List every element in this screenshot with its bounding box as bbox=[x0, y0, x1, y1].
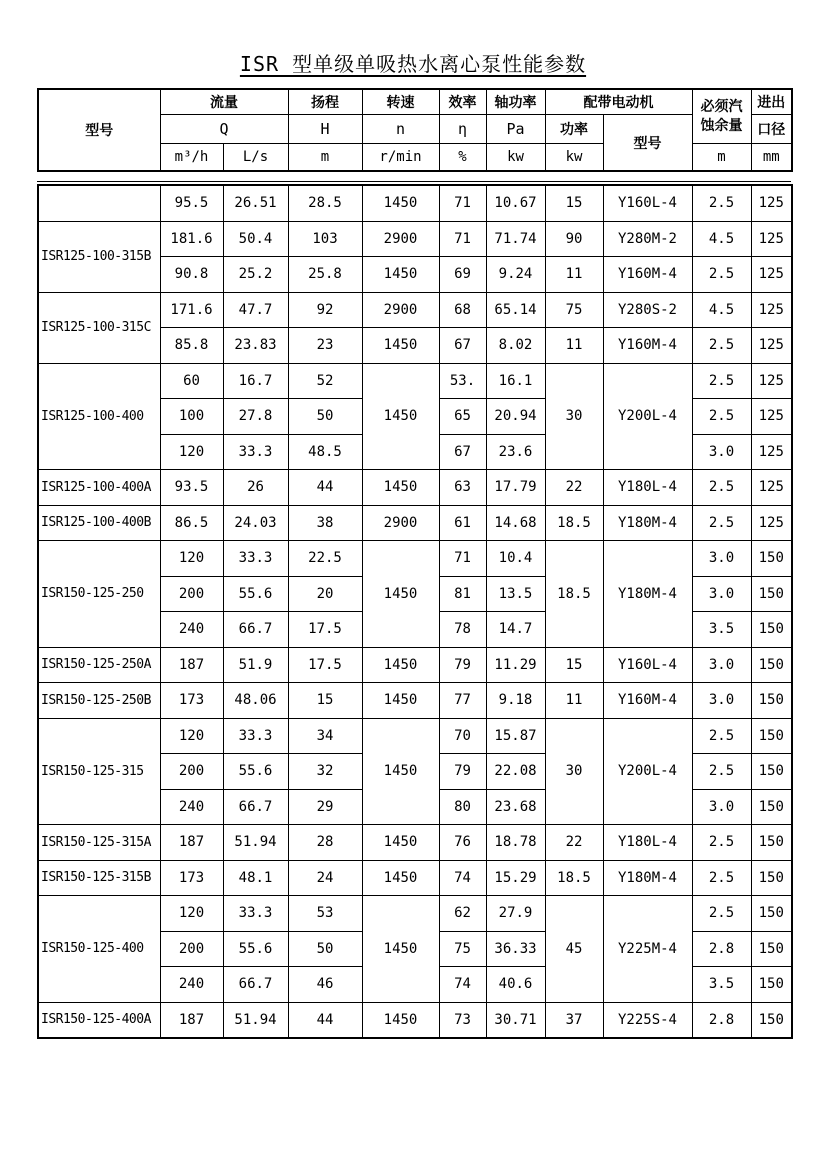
data-cell: 150 bbox=[751, 683, 792, 719]
model-cell: ISR125-100-400A bbox=[38, 470, 160, 506]
data-cell: 15 bbox=[545, 185, 603, 221]
header-motor-model: 型号 bbox=[603, 115, 692, 172]
data-cell: 3.0 bbox=[692, 789, 751, 825]
data-cell: 71.74 bbox=[486, 221, 545, 257]
data-cell: 53. bbox=[439, 363, 486, 399]
data-cell: 150 bbox=[751, 612, 792, 648]
header-head: 扬程 bbox=[288, 89, 362, 115]
data-cell: 29 bbox=[288, 789, 362, 825]
data-cell: 200 bbox=[160, 931, 223, 967]
data-cell: 240 bbox=[160, 967, 223, 1003]
header-speed-symbol: n bbox=[362, 115, 439, 144]
data-cell: 173 bbox=[160, 860, 223, 896]
data-cell: 1450 bbox=[362, 647, 439, 683]
data-cell: 125 bbox=[751, 363, 792, 399]
model-cell: ISR150-125-315A bbox=[38, 825, 160, 861]
data-cell: 125 bbox=[751, 221, 792, 257]
data-cell: 2.5 bbox=[692, 185, 751, 221]
data-cell: 40.6 bbox=[486, 967, 545, 1003]
data-cell: 51.9 bbox=[223, 647, 288, 683]
data-cell: 125 bbox=[751, 505, 792, 541]
data-cell: 53 bbox=[288, 896, 362, 932]
data-cell: 103 bbox=[288, 221, 362, 257]
data-cell: 92 bbox=[288, 292, 362, 328]
model-cell: ISR125-100-400 bbox=[38, 363, 160, 470]
data-cell: 52 bbox=[288, 363, 362, 399]
model-cell bbox=[38, 185, 160, 221]
data-cell: 90.8 bbox=[160, 257, 223, 293]
data-cell: 1450 bbox=[362, 825, 439, 861]
data-cell: 3.5 bbox=[692, 967, 751, 1003]
header-body-gap bbox=[37, 172, 791, 181]
data-cell: 33.3 bbox=[223, 434, 288, 470]
data-cell: 75 bbox=[439, 931, 486, 967]
data-cell: 23.6 bbox=[486, 434, 545, 470]
data-cell: 2.5 bbox=[692, 328, 751, 364]
header-efficiency-unit: % bbox=[439, 144, 486, 172]
data-cell: 125 bbox=[751, 257, 792, 293]
data-cell: 240 bbox=[160, 789, 223, 825]
data-cell: 68 bbox=[439, 292, 486, 328]
table-row bbox=[38, 647, 792, 683]
data-cell: 22 bbox=[545, 470, 603, 506]
data-cell: 1450 bbox=[362, 257, 439, 293]
header-model: 型号 bbox=[38, 89, 160, 171]
data-cell: 9.24 bbox=[486, 257, 545, 293]
data-cell: 15 bbox=[288, 683, 362, 719]
header-bore-line2: 口径 bbox=[751, 115, 792, 144]
data-cell: 125 bbox=[751, 470, 792, 506]
data-cell: 200 bbox=[160, 754, 223, 790]
data-cell: Y160M-4 bbox=[603, 683, 692, 719]
data-cell: 2.5 bbox=[692, 718, 751, 754]
data-cell: 3.0 bbox=[692, 576, 751, 612]
data-cell: 30 bbox=[545, 718, 603, 825]
data-cell: 15.29 bbox=[486, 860, 545, 896]
data-cell: 26 bbox=[223, 470, 288, 506]
header-motor-power: 功率 bbox=[545, 115, 603, 144]
data-cell: Y180L-4 bbox=[603, 825, 692, 861]
data-cell: 45 bbox=[545, 896, 603, 1003]
data-cell: 2900 bbox=[362, 505, 439, 541]
data-cell: 71 bbox=[439, 221, 486, 257]
model-cell: ISR125-100-400B bbox=[38, 505, 160, 541]
data-cell: 25.2 bbox=[223, 257, 288, 293]
data-cell: 66.7 bbox=[223, 612, 288, 648]
data-cell: 34 bbox=[288, 718, 362, 754]
data-cell: 63 bbox=[439, 470, 486, 506]
data-cell: 181.6 bbox=[160, 221, 223, 257]
data-cell: 2.5 bbox=[692, 363, 751, 399]
header-npsh bbox=[692, 89, 751, 144]
data-cell: 150 bbox=[751, 896, 792, 932]
data-cell: 3.5 bbox=[692, 612, 751, 648]
data-cell: 38 bbox=[288, 505, 362, 541]
header-motor-power-unit: kw bbox=[545, 144, 603, 172]
data-cell: 2900 bbox=[362, 221, 439, 257]
data-cell: 50.4 bbox=[223, 221, 288, 257]
data-cell: 15.87 bbox=[486, 718, 545, 754]
data-cell: 24.03 bbox=[223, 505, 288, 541]
data-cell: Y180M-4 bbox=[603, 505, 692, 541]
data-cell: 3.0 bbox=[692, 434, 751, 470]
data-cell: 125 bbox=[751, 185, 792, 221]
data-cell: 20.94 bbox=[486, 399, 545, 435]
data-cell: 75 bbox=[545, 292, 603, 328]
data-cell: 150 bbox=[751, 718, 792, 754]
data-cell: 150 bbox=[751, 860, 792, 896]
data-cell: 77 bbox=[439, 683, 486, 719]
header-npsh-line2: 蚀余量 bbox=[700, 117, 743, 134]
data-cell: 10.67 bbox=[486, 185, 545, 221]
data-cell: 16.7 bbox=[223, 363, 288, 399]
data-cell: Y160M-4 bbox=[603, 328, 692, 364]
data-cell: 120 bbox=[160, 541, 223, 577]
data-cell: 28 bbox=[288, 825, 362, 861]
data-cell: Y225M-4 bbox=[603, 896, 692, 1003]
data-cell: Y200L-4 bbox=[603, 363, 692, 470]
data-cell: 76 bbox=[439, 825, 486, 861]
data-cell: 27.9 bbox=[486, 896, 545, 932]
data-cell: 187 bbox=[160, 647, 223, 683]
header-flow-unit-ls: L/s bbox=[223, 144, 288, 172]
data-cell: 2900 bbox=[362, 292, 439, 328]
data-cell: 1450 bbox=[362, 860, 439, 896]
data-cell: 69 bbox=[439, 257, 486, 293]
data-cell: 66.7 bbox=[223, 789, 288, 825]
data-cell: 70 bbox=[439, 718, 486, 754]
data-cell: 4.5 bbox=[692, 292, 751, 328]
data-cell: Y180M-4 bbox=[603, 541, 692, 648]
header-head-symbol: H bbox=[288, 115, 362, 144]
data-cell: 1450 bbox=[362, 718, 439, 825]
data-cell: 11.29 bbox=[486, 647, 545, 683]
model-cell: ISR150-125-400A bbox=[38, 1002, 160, 1038]
data-cell: 67 bbox=[439, 434, 486, 470]
data-cell: 44 bbox=[288, 1002, 362, 1038]
data-cell: 240 bbox=[160, 612, 223, 648]
data-cell: 125 bbox=[751, 328, 792, 364]
data-cell: 9.18 bbox=[486, 683, 545, 719]
data-cell: 150 bbox=[751, 576, 792, 612]
data-cell: 2.5 bbox=[692, 470, 751, 506]
data-cell: 20 bbox=[288, 576, 362, 612]
pump-table-header bbox=[37, 88, 793, 172]
data-cell: 1450 bbox=[362, 541, 439, 648]
data-cell: 171.6 bbox=[160, 292, 223, 328]
data-cell: 4.5 bbox=[692, 221, 751, 257]
data-cell: 71 bbox=[439, 185, 486, 221]
table-row bbox=[38, 185, 792, 221]
data-cell: 2.5 bbox=[692, 257, 751, 293]
data-cell: 120 bbox=[160, 718, 223, 754]
header-flow: 流量 bbox=[160, 89, 288, 115]
data-cell: 51.94 bbox=[223, 1002, 288, 1038]
data-cell: 55.6 bbox=[223, 576, 288, 612]
data-cell: Y280S-2 bbox=[603, 292, 692, 328]
data-cell: 33.3 bbox=[223, 896, 288, 932]
model-cell: ISR150-125-315 bbox=[38, 718, 160, 825]
data-cell: 18.5 bbox=[545, 860, 603, 896]
data-cell: 71 bbox=[439, 541, 486, 577]
data-cell: 3.0 bbox=[692, 647, 751, 683]
data-cell: 150 bbox=[751, 1002, 792, 1038]
data-cell: 11 bbox=[545, 257, 603, 293]
data-cell: 81 bbox=[439, 576, 486, 612]
data-cell: 2.8 bbox=[692, 931, 751, 967]
header-flow-symbol: Q bbox=[160, 115, 288, 144]
data-cell: 66.7 bbox=[223, 967, 288, 1003]
data-cell: 1450 bbox=[362, 683, 439, 719]
data-cell: 1450 bbox=[362, 470, 439, 506]
data-cell: 24 bbox=[288, 860, 362, 896]
pump-table-container bbox=[37, 88, 791, 1039]
table-row bbox=[38, 292, 792, 328]
header-shaft-power-unit: kw bbox=[486, 144, 545, 172]
data-cell: 11 bbox=[545, 328, 603, 364]
data-cell: 47.7 bbox=[223, 292, 288, 328]
data-cell: 150 bbox=[751, 754, 792, 790]
table-row bbox=[38, 541, 792, 577]
header-bore-line1: 进出 bbox=[751, 89, 792, 115]
table-row bbox=[38, 860, 792, 896]
data-cell: 48.1 bbox=[223, 860, 288, 896]
model-cell: ISR125-100-315C bbox=[38, 292, 160, 363]
data-cell: 125 bbox=[751, 434, 792, 470]
data-cell: 60 bbox=[160, 363, 223, 399]
data-cell: 61 bbox=[439, 505, 486, 541]
data-cell: 74 bbox=[439, 967, 486, 1003]
data-cell: 22 bbox=[545, 825, 603, 861]
data-cell: 150 bbox=[751, 931, 792, 967]
data-cell: Y180M-4 bbox=[603, 860, 692, 896]
data-cell: 23 bbox=[288, 328, 362, 364]
data-cell: Y280M-2 bbox=[603, 221, 692, 257]
table-row bbox=[38, 1002, 792, 1038]
table-row bbox=[38, 470, 792, 506]
data-cell: 2.5 bbox=[692, 896, 751, 932]
data-cell: Y225S-4 bbox=[603, 1002, 692, 1038]
table-row bbox=[38, 221, 792, 257]
data-cell: 3.0 bbox=[692, 541, 751, 577]
model-cell: ISR150-125-250 bbox=[38, 541, 160, 648]
data-cell: 125 bbox=[751, 292, 792, 328]
data-cell: 30 bbox=[545, 363, 603, 470]
header-speed: 转速 bbox=[362, 89, 439, 115]
table-row bbox=[38, 718, 792, 754]
data-cell: 8.02 bbox=[486, 328, 545, 364]
data-cell: 17.5 bbox=[288, 647, 362, 683]
data-cell: 1450 bbox=[362, 1002, 439, 1038]
data-cell: 55.6 bbox=[223, 754, 288, 790]
header-efficiency-symbol: η bbox=[439, 115, 486, 144]
data-cell: 37 bbox=[545, 1002, 603, 1038]
data-cell: 95.5 bbox=[160, 185, 223, 221]
data-cell: 93.5 bbox=[160, 470, 223, 506]
header-efficiency: 效率 bbox=[439, 89, 486, 115]
data-cell: 1450 bbox=[362, 363, 439, 470]
header-head-unit: m bbox=[288, 144, 362, 172]
data-cell: 44 bbox=[288, 470, 362, 506]
data-cell: 22.5 bbox=[288, 541, 362, 577]
data-cell: 150 bbox=[751, 789, 792, 825]
data-cell: 23.83 bbox=[223, 328, 288, 364]
data-cell: 14.7 bbox=[486, 612, 545, 648]
data-cell: 48.5 bbox=[288, 434, 362, 470]
data-cell: 200 bbox=[160, 576, 223, 612]
header-npsh-unit: m bbox=[692, 144, 751, 172]
data-cell: 1450 bbox=[362, 896, 439, 1003]
data-cell: 16.1 bbox=[486, 363, 545, 399]
data-cell: 50 bbox=[288, 399, 362, 435]
data-cell: 36.33 bbox=[486, 931, 545, 967]
data-cell: 18.5 bbox=[545, 505, 603, 541]
data-cell: 33.3 bbox=[223, 718, 288, 754]
data-cell: 28.5 bbox=[288, 185, 362, 221]
data-cell: 14.68 bbox=[486, 505, 545, 541]
data-cell: 30.71 bbox=[486, 1002, 545, 1038]
table-row bbox=[38, 825, 792, 861]
data-cell: 187 bbox=[160, 1002, 223, 1038]
data-cell: 150 bbox=[751, 541, 792, 577]
data-cell: 187 bbox=[160, 825, 223, 861]
model-cell: ISR150-125-250A bbox=[38, 647, 160, 683]
data-cell: 2.5 bbox=[692, 505, 751, 541]
data-cell: 2.5 bbox=[692, 399, 751, 435]
data-cell: 2.5 bbox=[692, 754, 751, 790]
header-bore-unit: mm bbox=[751, 144, 792, 172]
data-cell: 173 bbox=[160, 683, 223, 719]
data-cell: 10.4 bbox=[486, 541, 545, 577]
data-cell: 17.79 bbox=[486, 470, 545, 506]
data-cell: 48.06 bbox=[223, 683, 288, 719]
data-cell: 79 bbox=[439, 647, 486, 683]
data-cell: 2.8 bbox=[692, 1002, 751, 1038]
data-cell: 15 bbox=[545, 647, 603, 683]
table-row bbox=[38, 896, 792, 932]
data-cell: 46 bbox=[288, 967, 362, 1003]
data-cell: 27.8 bbox=[223, 399, 288, 435]
data-cell: 51.94 bbox=[223, 825, 288, 861]
data-cell: 65 bbox=[439, 399, 486, 435]
data-cell: 85.8 bbox=[160, 328, 223, 364]
data-cell: 120 bbox=[160, 434, 223, 470]
data-cell: 18.5 bbox=[545, 541, 603, 648]
data-cell: 17.5 bbox=[288, 612, 362, 648]
pump-table-body bbox=[37, 184, 793, 1039]
data-cell: 13.5 bbox=[486, 576, 545, 612]
data-cell: 73 bbox=[439, 1002, 486, 1038]
data-cell: 2.5 bbox=[692, 860, 751, 896]
header-flow-unit-m3h: m³/h bbox=[160, 144, 223, 172]
data-cell: 150 bbox=[751, 967, 792, 1003]
data-cell: 100 bbox=[160, 399, 223, 435]
data-cell: 50 bbox=[288, 931, 362, 967]
data-cell: Y160M-4 bbox=[603, 257, 692, 293]
table-row bbox=[38, 505, 792, 541]
data-cell: 11 bbox=[545, 683, 603, 719]
data-cell: 18.78 bbox=[486, 825, 545, 861]
data-cell: 1450 bbox=[362, 185, 439, 221]
header-speed-unit: r/min bbox=[362, 144, 439, 172]
model-cell: ISR150-125-400 bbox=[38, 896, 160, 1003]
data-cell: 74 bbox=[439, 860, 486, 896]
data-cell: 78 bbox=[439, 612, 486, 648]
data-cell: 150 bbox=[751, 647, 792, 683]
data-cell: 65.14 bbox=[486, 292, 545, 328]
data-cell: 33.3 bbox=[223, 541, 288, 577]
data-cell: 86.5 bbox=[160, 505, 223, 541]
table-row bbox=[38, 683, 792, 719]
data-cell: Y180L-4 bbox=[603, 470, 692, 506]
data-cell: Y160L-4 bbox=[603, 185, 692, 221]
header-motor: 配带电动机 bbox=[545, 89, 692, 115]
data-cell: 32 bbox=[288, 754, 362, 790]
data-cell: 80 bbox=[439, 789, 486, 825]
header-shaft-power: 轴功率 bbox=[486, 89, 545, 115]
data-cell: 90 bbox=[545, 221, 603, 257]
data-cell: Y200L-4 bbox=[603, 718, 692, 825]
data-cell: 26.51 bbox=[223, 185, 288, 221]
data-cell: 2.5 bbox=[692, 825, 751, 861]
data-cell: 62 bbox=[439, 896, 486, 932]
data-cell: 55.6 bbox=[223, 931, 288, 967]
data-cell: 22.08 bbox=[486, 754, 545, 790]
data-cell: Y160L-4 bbox=[603, 647, 692, 683]
pump-table-rows bbox=[38, 185, 792, 1038]
data-cell: 120 bbox=[160, 896, 223, 932]
data-cell: 25.8 bbox=[288, 257, 362, 293]
header-shaft-power-symbol: Pa bbox=[486, 115, 545, 144]
model-cell: ISR125-100-315B bbox=[38, 221, 160, 292]
data-cell: 125 bbox=[751, 399, 792, 435]
model-cell: ISR150-125-315B bbox=[38, 860, 160, 896]
model-cell: ISR150-125-250B bbox=[38, 683, 160, 719]
data-cell: 23.68 bbox=[486, 789, 545, 825]
page-title: ISR 型单级单吸热水离心泵性能参数 bbox=[239, 52, 587, 76]
data-cell: 67 bbox=[439, 328, 486, 364]
data-cell: 1450 bbox=[362, 328, 439, 364]
data-cell: 79 bbox=[439, 754, 486, 790]
table-row bbox=[38, 363, 792, 399]
header-npsh-line1: 必须汽 bbox=[700, 99, 743, 116]
data-cell: 150 bbox=[751, 825, 792, 861]
data-cell: 3.0 bbox=[692, 683, 751, 719]
